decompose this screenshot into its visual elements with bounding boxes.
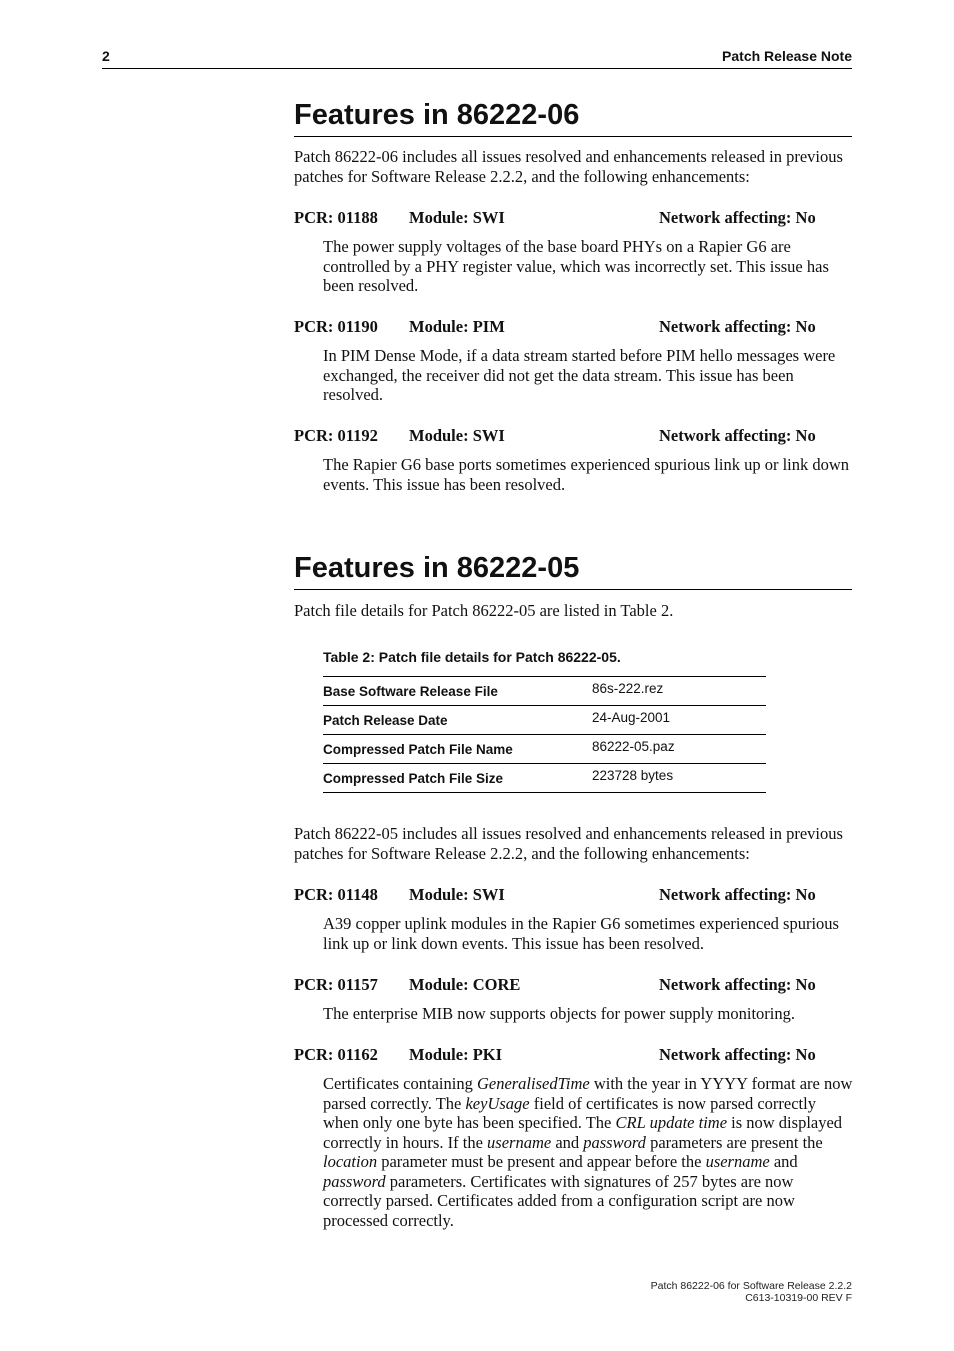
pcr-number: PCR: 01157 (294, 975, 378, 994)
section-heading-86222-06: Features in 86222-06 (294, 98, 852, 137)
table-key: Compressed Patch File Size (323, 771, 504, 786)
pcr-description: A39 copper uplink modules in the Rapier G6 sometimes experienced spurious link up or link down events. This issue has been resolved. (323, 914, 839, 953)
pcr-description: Certificates containing GeneralisedTime with the year in YYYY format are now parsed correctly. The keyUsage field of certificates is now parsed correctly when only one byte has been specified. The CRL update time is now displayed correctly in hours. If the username and password parameters are present the location parameter must be present and appear before the username and password parameters. Certificates with signatures of 257 bytes are now correctly parsed. Certificates added from a configuration script are now processed correctly. (323, 1074, 853, 1230)
pcr-network-affecting: Network affecting: No (659, 208, 816, 227)
table-value: 86s-222.rez (592, 681, 664, 696)
section2-intro: Patch file details for Patch 86222-05 are listed in Table 2. (294, 601, 674, 620)
table-key: Compressed Patch File Name (323, 742, 513, 757)
pcr-network-affecting: Network affecting: No (659, 885, 816, 904)
pcr-number: PCR: 01162 (294, 1045, 378, 1064)
pcr-row (294, 885, 852, 905)
pcr-module: Module: SWI (409, 208, 505, 227)
pcr-description: The power supply voltages of the base board PHYs on a Rapier G6 are controlled by a PHY register value, which was incorrectly set. This issue has been resolved. (323, 237, 829, 295)
pcr-module: Module: PIM (409, 317, 505, 336)
pcr-module: Module: SWI (409, 885, 505, 904)
footer-line-1: Patch 86222-06 for Software Release 2.2.2 (650, 1280, 852, 1292)
pcr-number: PCR: 01188 (294, 208, 378, 227)
table-caption: Table 2: Patch file details for Patch 86222-05. (323, 649, 621, 665)
header-title: Patch Release Note (722, 48, 852, 64)
pcr-description: The Rapier G6 base ports sometimes experienced spurious link up or link down events. This issue has been resolved. (323, 455, 850, 494)
pcr-network-affecting: Network affecting: No (659, 426, 816, 445)
section2-intro-2: Patch 86222-05 includes all issues resolved and enhancements released in previous patches for Software Release 2.2.2, and the following enhancements: (294, 824, 843, 863)
table-row (323, 764, 766, 793)
pcr-module: Module: PKI (409, 1045, 503, 1064)
table-key: Patch Release Date (323, 713, 448, 728)
pcr-row (294, 317, 852, 337)
pcr-number: PCR: 01148 (294, 885, 378, 904)
pcr-network-affecting: Network affecting: No (659, 975, 816, 994)
table-row (323, 735, 766, 764)
table-key: Base Software Release File (323, 684, 498, 699)
pcr-network-affecting: Network affecting: No (659, 1045, 816, 1064)
page-number: 2 (102, 48, 110, 64)
pcr-row (294, 975, 852, 995)
section-heading-86222-05: Features in 86222-05 (294, 551, 852, 590)
pcr-number: PCR: 01192 (294, 426, 378, 445)
pcr-row (294, 1045, 852, 1065)
pcr-description: In PIM Dense Mode, if a data stream started before PIM hello messages were exchanged, the receiver did not get the data stream. This issue has been resolved. (323, 346, 836, 404)
table-row (323, 677, 766, 706)
section1-intro: Patch 86222-06 includes all issues resolved and enhancements released in previous patches for Software Release 2.2.2, and the following enhancements: (294, 147, 843, 186)
patch-details-table (323, 676, 766, 793)
pcr-module: Module: SWI (409, 426, 505, 445)
footer-line-2: C613-10319-00 REV F (745, 1292, 852, 1304)
pcr-number: PCR: 01190 (294, 317, 378, 336)
pcr-row (294, 208, 852, 228)
pcr-description: The enterprise MIB now supports objects for power supply monitoring. (323, 1004, 796, 1023)
pcr-row (294, 426, 852, 446)
table-value: 223728 bytes (592, 768, 674, 783)
table-value: 86222-05.paz (592, 739, 675, 754)
page-footer (651, 1280, 852, 1304)
pcr-module: Module: CORE (409, 975, 521, 994)
table-row (323, 706, 766, 735)
page-header (102, 48, 852, 69)
table-value: 24-Aug-2001 (592, 710, 671, 725)
pcr-network-affecting: Network affecting: No (659, 317, 816, 336)
